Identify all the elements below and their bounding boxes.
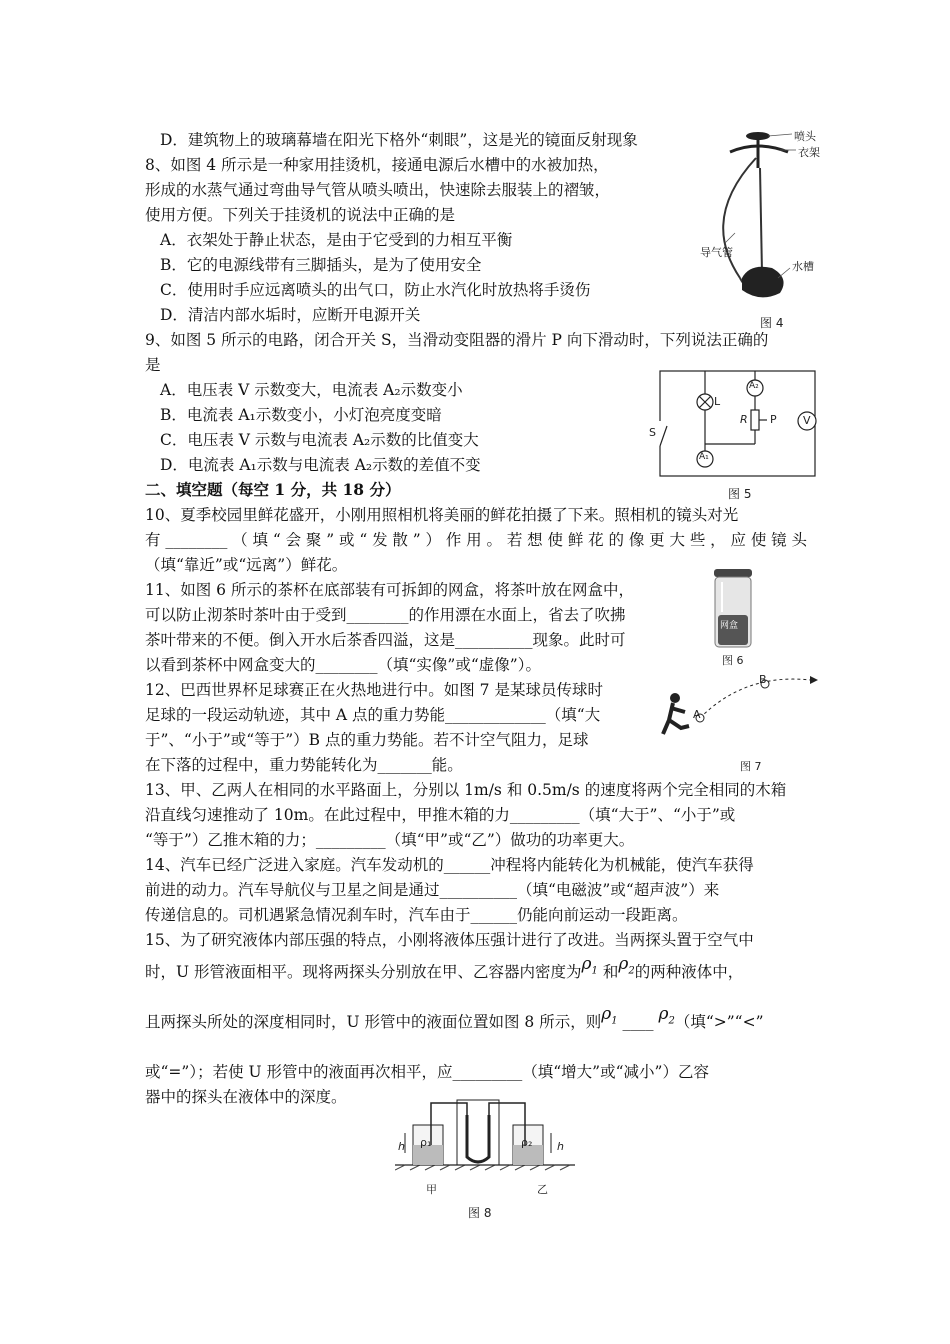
q15-line3-text-c: （填“>”“<” — [674, 1013, 764, 1031]
q11-line3: 茶叶带来的不便。倒入开水后茶香四溢，这是__________现象。此时可 — [145, 631, 626, 649]
q9-option-d: D．电流表 A₁示数与电流表 A₂示数的差值不变 — [160, 456, 481, 474]
q15-line2 — [145, 954, 744, 989]
rho1-symbol — [581, 954, 598, 977]
rho2-subscript-2: 2 — [668, 1015, 675, 1027]
fig4-label-nozzle: 喷头 — [794, 130, 816, 143]
q15-line2-text-b: 和 — [602, 963, 619, 981]
fig8-label-jia: 甲 — [426, 1183, 437, 1196]
q9-option-c: C．电压表 V 示数与电流表 A₂示数的比值变大 — [160, 431, 479, 449]
section-title-fill-in: 二、填空题（每空 1 分，共 18 分） — [145, 480, 401, 499]
figure-6-teacup — [712, 567, 754, 649]
fig8-label-rho2: ρ₂ — [521, 1136, 533, 1149]
q13-line2: 沿直线匀速推动了 10m。在此过程中，甲推木箱的力_________（填“大于”、“小于”或 — [145, 806, 736, 824]
fig5-label-A1: A₁ — [699, 452, 709, 462]
q15-line4: 或“=”）；若使 U 形管中的液面再次相平，应_________（填“增大”或“减小”）乙容 — [145, 1063, 709, 1081]
fig5-caption: 图 5 — [728, 487, 752, 501]
q11-line1: 11、如图 6 所示的茶杯在底部装有可拆卸的网盒，将茶叶放在网盒中， — [145, 581, 634, 599]
fig4-caption: 图 4 — [760, 316, 784, 330]
rho2-letter-2: ρ — [658, 1004, 669, 1024]
rho1-subscript-2: 1 — [611, 1015, 618, 1027]
fig5-label-A2: A₂ — [749, 381, 759, 391]
fig8-caption: 图 8 — [468, 1206, 492, 1220]
q14-line2: 前进的动力。汽车导航仪与卫星之间是通过__________（填“电磁波”或“超声波”）来 — [145, 881, 720, 899]
rho1-letter-2: ρ — [601, 1004, 612, 1024]
q12-line4: 在下落的过程中，重力势能转化为_______能。 — [145, 756, 463, 774]
q15-answer-blank: ____ — [622, 1013, 654, 1031]
fig5-label-R: R — [740, 413, 748, 426]
figure-7-football — [655, 668, 825, 748]
q15-line3-text-a: 且两探头所处的深度相同时，U 形管中的液面位置如图 8 所示，则 — [145, 1013, 602, 1031]
q8-option-a: A．衣架处于静止状态，是由于它受到的力相互平衡 — [160, 231, 513, 249]
q9-stem-line2: 是 — [145, 356, 161, 374]
q11-line4: 以看到茶杯中网盒变大的________（填“实像”或“虚像”）。 — [145, 656, 541, 674]
q15-line2-text-c: 的两种液体中， — [634, 963, 744, 981]
q8-option-b: B．它的电源线带有三脚插头，是为了使用安全 — [160, 256, 482, 274]
q10-line1: 10、夏季校园里鲜花盛开，小刚用照相机将美丽的鲜花拍摄了下来。照相机的镜头对光 — [145, 506, 739, 524]
q10-line3: （填“靠近”或“远离”）鲜花。 — [145, 556, 348, 574]
q12-line1: 12、巴西世界杯足球赛正在火热地进行中。如图 7 是某球员传球时 — [145, 681, 603, 699]
q10-line2: 有________（填“会聚”或“发散”）作用。若想使鲜花的像更大些，应使镜头 — [145, 531, 807, 549]
q8-stem-line2: 形成的水蒸气通过弯曲导气管从喷头喷出，快速除去服装上的褶皱， — [145, 181, 611, 199]
q12-line3: 于”、“小于”或“等于”）B 点的重力势能。若不计空气阻力，足球 — [145, 731, 589, 749]
q12-line2: 足球的一段运动轨迹，其中 A 点的重力势能_____________（填“大 — [145, 706, 601, 724]
fig6-label-box: 网盒 — [720, 621, 739, 631]
fig8-label-h-left: h — [398, 1140, 405, 1153]
fig7-label-A: A — [693, 708, 701, 721]
q8-stem-line1: 8、如图 4 所示是一种家用挂烫机，接通电源后水槽中的水被加热， — [145, 156, 609, 174]
q14-line3: 传递信息的。司机遇紧急情况刹车时，汽车由于______仍能向前运动一段距离。 — [145, 906, 688, 924]
fig6-caption: 图 6 — [722, 654, 744, 667]
rho1-subscript: 1 — [591, 965, 598, 977]
fig7-caption: 图 7 — [740, 760, 762, 773]
q13-line3: “等于”）乙推木箱的力；_________（填“甲”或“乙”）做功的功率更大。 — [145, 831, 635, 849]
q13-line1: 13、甲、乙两人在相同的水平路面上，分别以 1m/s 和 0.5m/s 的速度将两个完全相同的木箱 — [145, 781, 787, 799]
rho2-subscript: 2 — [628, 965, 635, 977]
fig4-label-tank: 水槽 — [792, 260, 814, 273]
q9-stem-line1: 9、如图 5 所示的电路，闭合开关 S，当滑动变阻器的滑片 P 向下滑动时，下列说法正确的 — [145, 331, 769, 349]
fig4-label-tube: 导气管 — [700, 246, 733, 259]
q14-line1: 14、汽车已经广泛进入家庭。汽车发动机的______冲程将内能转化为机械能，使汽车获得 — [145, 856, 754, 874]
rho1-symbol-2 — [601, 1004, 618, 1027]
q15-line1: 15、为了研究液体内部压强的特点，小刚将液体压强计进行了改进。当两探头置于空气中 — [145, 931, 754, 949]
q8-stem-line3: 使用方便。下列关于挂烫机的说法中正确的是 — [145, 206, 456, 224]
fig4-label-hanger: 衣架 — [798, 146, 820, 159]
rho1-letter: ρ — [581, 954, 592, 974]
fig8-label-h-right: h — [557, 1140, 564, 1153]
fig5-label-V: V — [803, 414, 811, 427]
fig5-label-S: S — [649, 426, 656, 439]
q11-line2: 可以防止沏茶时茶叶由于受到________的作用漂在水面上，省去了吹拂 — [145, 606, 626, 624]
rho2-symbol — [618, 954, 635, 977]
fig5-label-P: P — [770, 413, 777, 426]
rho2-symbol-2 — [658, 1004, 675, 1027]
fig7-label-B: B — [759, 673, 767, 686]
q15-line2-text-a: 时，U 形管液面相平。现将两探头分别放在甲、乙容器内密度为 — [145, 963, 582, 981]
fig8-label-yi: 乙 — [537, 1183, 548, 1196]
q9-option-b: B．电流表 A₁示数变小，小灯泡亮度变暗 — [160, 406, 442, 424]
q9-option-a: A．电压表 V 示数变大，电流表 A₂示数变小 — [160, 381, 463, 399]
fig8-label-rho1: ρ₁ — [420, 1136, 432, 1149]
rho2-letter: ρ — [618, 954, 629, 974]
fig5-label-L: L — [714, 395, 721, 408]
q15-line5: 器中的探头在液体中的深度。 — [145, 1088, 347, 1106]
q8-option-d: D．清洁内部水垢时，应断开电源开关 — [160, 306, 421, 324]
q15-line3 — [145, 1004, 764, 1039]
q8-option-c: C．使用时手应远离喷头的出气口，防止水汽化时放热将手烫伤 — [160, 281, 591, 299]
q7-option-d: D．建筑物上的玻璃幕墙在阳光下格外“刺眼”，这是光的镜面反射现象 — [160, 131, 638, 149]
